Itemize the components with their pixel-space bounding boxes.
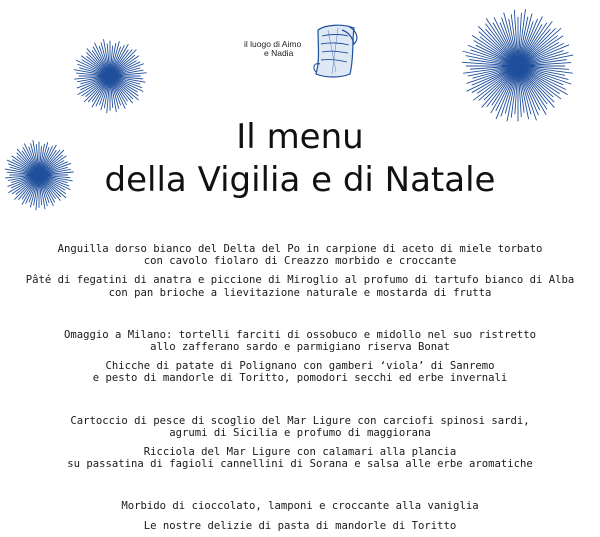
starburst-decoration-top-right xyxy=(460,8,576,124)
course-3 xyxy=(0,415,600,471)
course-2 xyxy=(0,329,600,385)
logo-line-2: e Nadia xyxy=(264,48,294,58)
menu-title xyxy=(0,116,600,202)
dish-ricciola: Ricciola del Mar Ligure con calamari alla plancia su passatina di fagioli cannellini di Sorana e salsa alle erbe aromatiche xyxy=(67,446,533,471)
dish-pate: Pâté di fegatini di anatra e piccione di Miroglio al profumo di tartufo bianco di Alba con pan brioche a lievitazione naturale e mostarda di frutta xyxy=(25,274,575,299)
dish-tortelli: Omaggio a Milano: tortelli farciti di ossobuco e midollo nel suo ristretto allo zafferano sardo e parmigiano riserva Bonat xyxy=(64,328,536,354)
dish-anguilla: Anguilla dorso bianco del Delta del Po in carpione di aceto di miele torbato con cavolo fiolaro di Creazzo morbido e croccante xyxy=(57,243,543,268)
starburst-ray xyxy=(484,70,514,100)
dish-delizie: Le nostre delizie di pasta di mandorle di Toritto xyxy=(143,519,457,532)
menu-courses xyxy=(0,243,600,532)
title-line-1: Il menu xyxy=(236,117,364,157)
dish-chicche: Chicche di patate di Polignano con gamberi ‘viola’ di Sanremo e pesto di mandorle di Toritto, pomodori secchi ed erbe invernali xyxy=(92,360,508,385)
title-line-2: della Vigilia e di Natale xyxy=(104,160,496,200)
course-1 xyxy=(0,243,600,299)
logo-text xyxy=(244,40,314,58)
restaurant-logo xyxy=(244,22,364,84)
logo-line-1: il luogo di Aimo xyxy=(244,39,302,49)
dish-cartoccio: Cartoccio di pesce di scoglio del Mar Ligure con carciofi spinosi sardi, agrumi di Sicilia e profumo di maggiorana xyxy=(70,414,530,439)
course-4 xyxy=(0,500,600,531)
logo-scroll-icon xyxy=(308,22,362,82)
dish-morbido: Morbido di cioccolato, lamponi e croccante alla vaniglia xyxy=(121,500,479,513)
starburst-decoration-top-left xyxy=(72,38,148,114)
